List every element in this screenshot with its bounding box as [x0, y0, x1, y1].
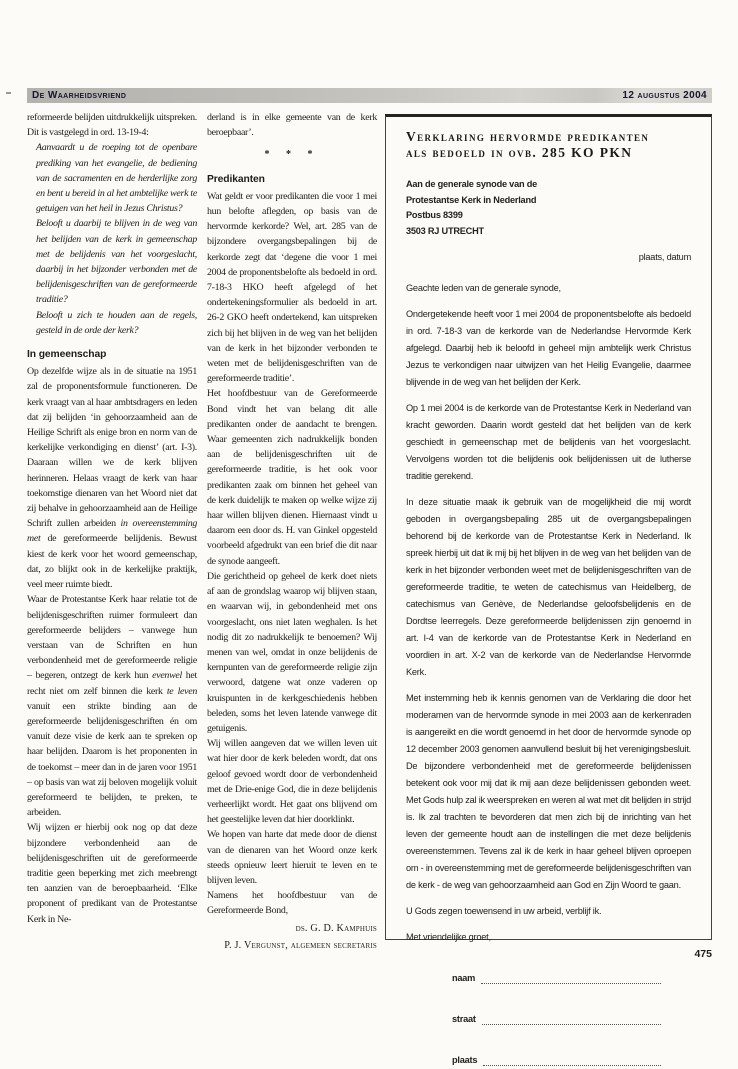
italic-segment: in overeenstemming met [27, 518, 198, 545]
salutation: Geachte leden van de generale synode, [406, 283, 561, 293]
declaration-paragraph: Ondergetekende heeft voor 1 mei 2004 de proponentsbelofte als bedoeld in ord. 7-18-3 van de kerkorde van de Nederlandse Hervormde Kerk afgelegd. Daarbij heb ik beloofd in geheel mijn ambtelijk werk Christus Jezus te verkondigen naar uitwijzen van het Heilig Evangelie, daarmee blijvende in de weg van het belijden der Kerk. [406, 309, 691, 387]
italic-segment: te leven [166, 685, 197, 697]
issue-date: 12 augustus 2004 [622, 90, 707, 101]
section-heading-predikanten: Predikanten [207, 173, 265, 185]
address-line: Aan de generale synode van de [406, 179, 537, 189]
form-row-plaats [452, 1052, 661, 1069]
place-date-line: plaats, datum [638, 252, 691, 262]
paragraph: Die gerichtheid op geheel de kerk doet niets af aan de grondslag waarop wij blijven staan, en waarvan wij, in gebondenheid met ons voorgeslacht, ons niet laten weghalen. Is het nodig dit zo nadrukkelijk te benoemen? Wij menen van wel, omdat in onze belijdenis de kernpunten van de gereformeerde religie zijn verwoord, datgene wat onze vaderen op kruispunten in de kerkgeschiedenis hebben beleden, soms het leven latende vanwege dit getuigenis. [207, 570, 377, 734]
article-column-2 [207, 110, 377, 953]
signature-name-kamphuis: ds. G. D. Kamphuis [295, 922, 377, 934]
form-row-naam [452, 970, 661, 987]
paragraph [27, 592, 197, 820]
paragraph: Wij willen aangeven dat we willen leven uit wat hier door de kerk beleden wordt, dat ons geloof gevoed wordt door de verbondenheid met de Drie-enige God, die in deze belijdenis verheerlijkt wordt. Het gaat ons blijvend om het geestelijke leven dat hier doorklinkt. [207, 738, 377, 826]
publication-name: De Waarheidsvriend [32, 90, 127, 101]
declaration-title-line1: Verklaring hervormde predikanten [406, 129, 650, 144]
dotted-fill-line [483, 1055, 661, 1066]
section-heading-in-gemeenschap: In gemeenschap [27, 349, 107, 361]
closing-line: U Gods zegen toewensend in uw arbeid, verblijf ik. [406, 906, 602, 916]
quote-paragraph: Belooft u daarbij te blijven in de weg van het belijden van de kerk in gemeenschap met de belijdenis van het voorgeslacht, daarbij in het bijzonder verbonden met de belijdenisgeschriften van de gereformeerde traditie? [36, 218, 197, 306]
paragraph: Wij wijzen er hierbij ook nog op dat deze bijzondere verbondenheid aan de belijdenisgeschriften uit de gereformeerde traditie geen beperking met zich meebrengt ten aanzien van de beroepbaarheid. ‘Elke proponent of predikant van de Protestantse Kerk in Ne- [27, 822, 197, 925]
signature-name-vergunst: P. J. Vergunst, algemeen secretaris [224, 939, 377, 951]
paragraph: We hopen van harte dat mede door de dienst van de dienaren van het Woord onze kerk steeds opnieuw leert hieruit te leven en te blijven leven. [207, 829, 377, 886]
form-label-straat: straat [452, 1014, 476, 1024]
quote-paragraph: Aanvaardt u de roeping tot de openbare prediking van het evangelie, de bediening van de sacramenten en de herderlijke zorg en bent u bereid in al het ambtelijke werk te getuigen van het heil in Jezus Christus? [36, 142, 197, 215]
text-segment: Op dezelfde wijze als in de situatie na 1951 zal de proponentsformule functioneren. De kerk vraagt van al haar ambtsdragers en leden dat zij belijden ‘in gehoorzaamheid aan de Heilige Schrift als enige bron en norm van de kerkelijke verkondiging en dienst’ (art. I-3). Daaraan willen we de kerk blijven herinneren. Helaas vraagt de kerk van haar toekomstige dienaren van het Woord niet dat zij behalve in gehoorzaamheid aan de Heilige Schrift zullen arbeiden [27, 366, 197, 530]
declaration-title [406, 129, 691, 161]
paragraph: reformeerde belijden uitdrukkelijk uitspreken. Dit is vastgelegd in ord. 13-19-4: [27, 112, 197, 139]
address-line: Postbus 8399 [406, 210, 463, 220]
text-segment: de gereformeerde belijdenis. Bewust kiest de kerk voor het woord gemeenschap, dat, zo blijkt ook in de kerkelijke praktijk, veel meer ruimte biedt. [27, 533, 197, 591]
paragraph: Namens het hoofdbestuur van de Gereformeerde Bond, [207, 890, 377, 917]
dotted-fill-line [482, 1014, 661, 1025]
closing-greeting: Met vriendelijke groet, [406, 932, 491, 942]
declaration-paragraph: Met instemming heb ik kennis genomen van de Verklaring die door het moderamen van de hervormde synode in mei 2003 aan de kerkenraden is aangereikt en die wordt genoemd in het door de hervormde synode op 12 december 2003 genomen aanvullend besluit bij het verenigingsbesluit. De bijzondere verbondenheid met de gereformeerde belijdenissen betekent ook voor mij dat ik mij aan deze belijdenissen gebonden weet. Met Gods hulp zal ik weerspreken en weren al wat met dit belijden in strijd is. Ik zal trachten te bevorderen dat men zich bij de inrichting van het leven der gemeente houdt aan de instellingen die met deze belijdenis overeenstemmen. Tevens zal ik de kerk in haar geheel blijven oproepen om - in overeenstemming met de gereformeerde belijdenisgeschriften van de kerk - de weg van gehoorzaamheid aan God en Zijn Woord te gaan. [406, 693, 691, 890]
page-number: 475 [694, 948, 712, 960]
italic-segment: evenwel [152, 670, 182, 682]
quote-paragraph: Belooft u zich te houden aan de regels, gesteld in de orde der kerk? [36, 309, 197, 336]
asterisk-separator: * * * [264, 149, 320, 161]
form-row-straat [452, 1011, 661, 1028]
masthead-bar [27, 88, 712, 103]
text-segment: vanuit een strikte binding aan de gereformeerde belijdenisgeschriften én om vanuit deze visie de kerk aan te spreken op haar belijden. Daarom is het proponenten in de toekomst – meer dan in de jaren voor 1951 – op basis van wat zij beloven mogelijk voluit gereformeerd te belijden, te preken, te arbeiden. [27, 700, 197, 819]
address-line: Protestantse Kerk in Nederland [406, 194, 537, 205]
declaration-paragraph: Op 1 mei 2004 is de kerkorde van de Protestantse Kerk in Nederland van kracht geworden. Daarin wordt gesteld dat het belijden van de kerk geschiedt in gemeenschap met de belijdenis van het voorgeslacht. Vervolgens worden tot die belijdenis ook belijdenissen uit de lutherse traditie gerekend. [406, 403, 691, 481]
address-line: 3503 RJ UTRECHT [406, 225, 484, 236]
dotted-fill-line [481, 973, 661, 984]
text-segment: Waar de Protestantse Kerk haar relatie tot de belijdenisgeschriften ruimer formuleert dan gereformeerde belijders – vanwege hun verstaan van de Schriften en hun verbondenheid met de gereformeerde religie – begeren, ontzegt de kerk hun [27, 594, 197, 682]
scan-speck [6, 92, 11, 94]
declaration-title-line2: als bedoeld in ovb. 285 KO PKN [406, 145, 633, 160]
paragraph: Wat geldt er voor predikanten die voor 1 mei hun belofte aflegden, op basis van de hervormde kerkorde? Wel, art. 285 van de bijzondere overgangsbepalingen bij de kerkorde zegt dat ‘degene die voor 1 mei 2004 de proponentsbelofte als bedoeld in ord. 7-18-3 HKO heeft afgelegd of het ondertekeningsformulier als bedoeld in art. 26-2 GKO heeft ondertekend, kan uitspreken zich bij het blijven in de weg van het belijden van de kerk in het bijzonder verbonden te weten met de belijdenisgeschriften van de gereformeerde traditie’. [207, 190, 377, 385]
form-label-plaats: plaats [452, 1055, 478, 1065]
form-label-naam: naam [452, 973, 476, 983]
text-segment: het recht niet om zelf binnen die kerk [27, 670, 197, 697]
paragraph: derland is in elke gemeente van de kerk beroepbaar’. [207, 112, 377, 139]
paragraph [27, 364, 197, 592]
article-column-1 [27, 110, 197, 953]
paragraph: Het hoofdbestuur van de Gereformeerde Bond vindt het van belang dit alle predikanten onder de aandacht te brengen. Waar gemeenten zich nadrukkelijk bonden aan de belijdenisgeschriften uit de gereformeerde traditie, is het ook voor predikanten zaak om binnen het geheel van de kerk duidelijk te maken op welke wijze zij haar willen blijven dienen. Hiernaast vindt u daarom een door ds. H. van Ginkel opgesteld voorbeeld afgedrukt van een brief die dit naar de synode aangeeft. [207, 388, 377, 567]
recipient-address [406, 177, 691, 239]
declaration-paragraph: In deze situatie maak ik gebruik van de mogelijkheid die mij wordt geboden in overgangsbepaling 285 uit de overgangsbepalingen behorend bij de kerkorde van de Protestantse Kerk in Nederland. Ik spreek hierbij uit dat ik mij bij het blijven in de weg van het belijden van de kerk in het bijzonder verbonden weet met de belijdenisgeschriften van de gereformeerde traditie, te weten de catechismus van Heidelberg, de catechismus van Genève, de Nederlandse geloofsbelijdenis en de Dordtse leerregels. Deze gereformeerde belijdenissen zijn genoemd in art. I-4 van de kerkorde van de Protestantse Kerk in Nederland en voordien in art. X-2 van de kerkorde van de Nederlandse Hervormde Kerk. [406, 497, 691, 677]
